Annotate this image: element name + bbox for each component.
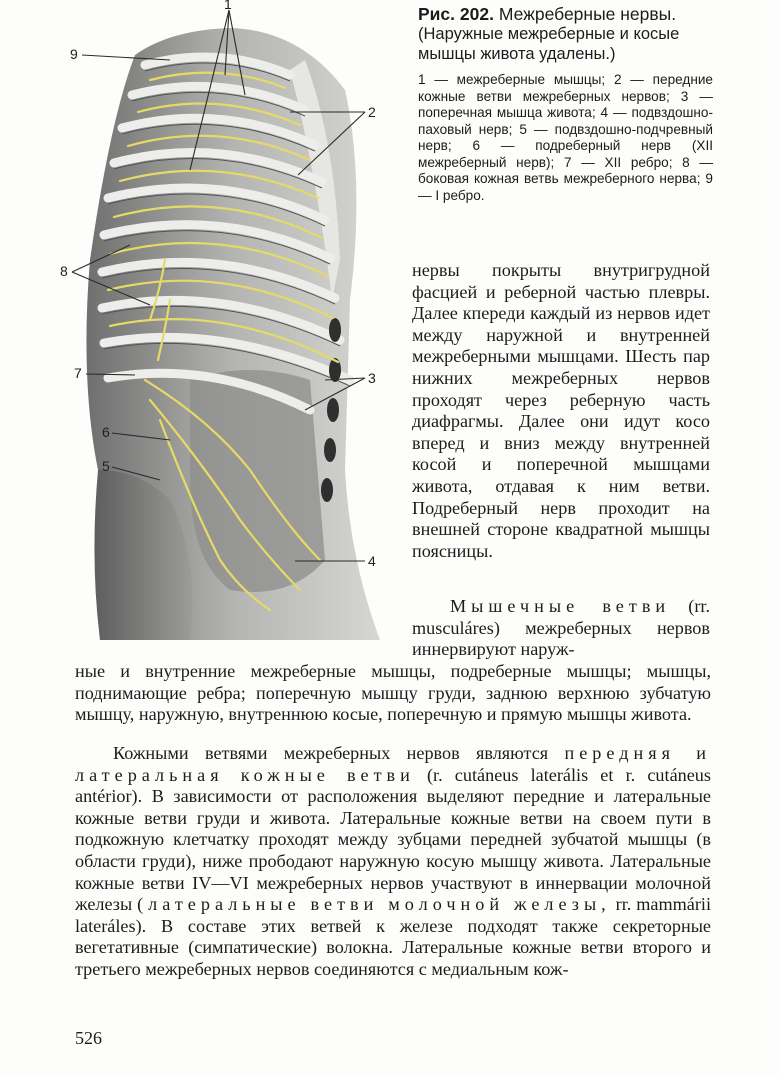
label-5: 5: [102, 458, 110, 474]
label-6: 6: [102, 424, 110, 440]
term-cutaneous-branches: передняя и латеральная кожные ветви: [75, 743, 712, 785]
label-2: 2: [368, 104, 376, 120]
body-paragraph-1: нервы покрыты внутригрудной фасцией и реберной частью плевры. Далее кпереди каждый из нервов идет между наружной и внутренней межреберными мышцами. Шесть пар нижних межреберных нервов проходят через реберную часть диафрагмы. Далее они идут косо вперед и вниз между внутренней косой и поперечной мышцами живота, отдавая к ним ветви. Подреберный нерв проходит на внешней стороне квадратной мышцы поясницы.: [412, 260, 710, 561]
body-paragraph-2-start: [412, 596, 710, 661]
label-1: 1: [224, 0, 232, 12]
intercostal-nerves-illustration: [50, 0, 400, 640]
label-4: 4: [368, 553, 376, 569]
label-9: 9: [70, 46, 78, 62]
body-paragraph-2-col-text: (rr. musculáres) межреберных нервов иннервируют наруж-: [412, 596, 711, 660]
caption-title-text: Межреберные нервы.: [498, 4, 677, 24]
label-7: 7: [74, 365, 82, 381]
caption-legend: 1 — межреберные мышцы; 2 — передние кожные ветви межреберных нервов; 3 — поперечная мышца живота; 4 — подвздошно-паховый нерв; 5 — подвздошно-подчревный нерв; 6 — подреберный нерв (XII межреберный нерв); 7 — XII ребро; 8 — боковая кожная ветвь межреберного нерва; 9 — I ребро.: [418, 72, 713, 203]
term-muscular-branches: Мышечные ветви: [450, 596, 671, 616]
caption-subtitle: (Наружные межреберные и косые мышцы живота удалены.): [418, 25, 680, 63]
body-paragraph-3: [75, 743, 711, 981]
label-8: 8: [60, 263, 68, 279]
caption-title: [418, 4, 713, 24]
p3-intro: Кожными ветвями межреберных нервов являются: [113, 743, 549, 763]
torso-drawing: [50, 0, 400, 640]
figure-number: Рис. 202.: [418, 4, 494, 24]
figure-caption: [418, 4, 713, 204]
term-mammary-branches: (латеральные ветви молочной железы,: [137, 894, 611, 915]
page-number: 526: [75, 1028, 102, 1048]
p3-end: rr. mammárii lateráles). В составе этих ветвей к железе подходят также секреторные вегетативные (симпатические) волокна. Латеральные кожные ветви второго и третьего межреберных нервов соединяются с медиальным кож-: [75, 894, 711, 979]
label-3: 3: [368, 370, 376, 386]
body-paragraph-2-cont: ные и внутренние межреберные мышцы, подреберные мышцы; мышцы, поднимающие ребра; поперечную мышцу груди, заднюю верхнюю зубчатую мышцу, наружную, внутреннюю косые, поперечную и прямую мышцы живота.: [75, 661, 711, 725]
p3-middle: (r. cutáneus laterális et r. cutáneus antérior). В зависимости от расположения выделяют передние и латеральные кожные ветви груди и живота. Латеральные кожные ветви на своем пути в подкожную клетчатку проходят между зубцами передней зубчатой мышцы (в области груди), ниже прободают наружную косую мышцу живота. Латеральные кожные ветви IV—VI межреберных нервов участвуют в иннервации молочной железы: [75, 764, 711, 915]
